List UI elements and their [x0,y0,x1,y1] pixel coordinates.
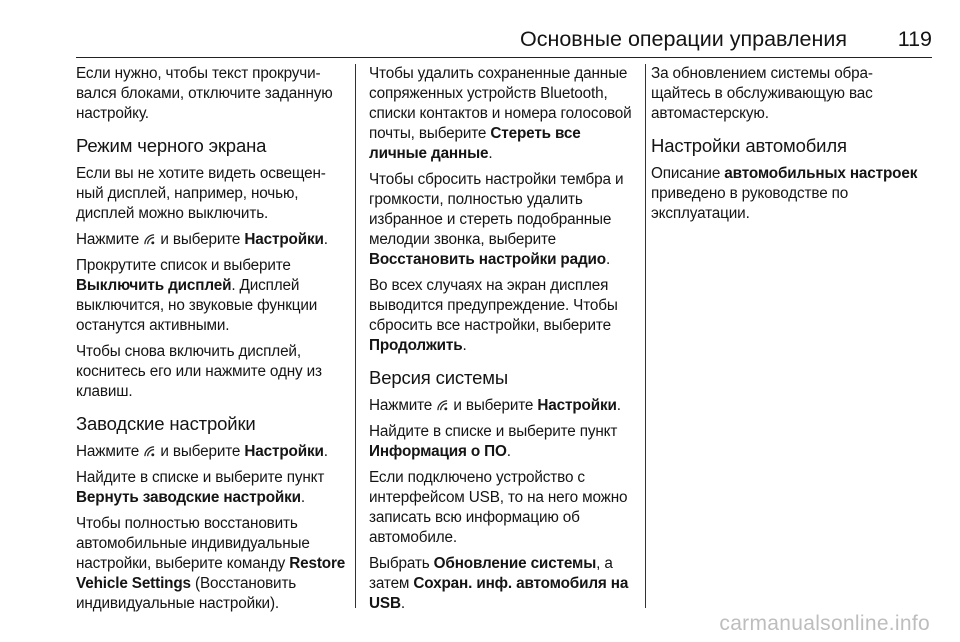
paragraph: Если вы не хотите видеть освещенный дисплей, например, ночью, дисплей можно выключить. [76,165,326,222]
home-menu-icon [437,400,448,411]
column-3 [651,64,923,230]
paragraph: Нажмите и выберите Настройки. [369,397,621,414]
menu-term: Стереть все личные данные [369,125,581,162]
menu-term: Продолжить [369,337,463,354]
paragraph: Если нужно, чтобы текст прокручивался блоками, отключите заданную настройку. [76,65,333,122]
column-divider-2 [645,64,646,608]
paragraph: Если подключено устройство с интерфейсом USB, то на него можно записать всю информацию об автомобиле. [369,469,628,546]
column-2 [369,64,641,620]
menu-term: Сохран. инф. автомобиля на USB [369,575,629,612]
paragraph: Прокрутите список и выберите Выключить дисплей. Дисплей выключится, но звуковые функции останутся активными. [76,257,318,334]
column-1 [76,64,348,620]
header-rule [76,57,932,58]
page-number: 119 [897,27,932,51]
paragraph: За обновлением системы обращайтесь в обслуживающую вас автомастерскую. [651,65,873,122]
paragraph: Описание автомобильных настроек приведено в руководстве по эксплуатации. [651,165,918,222]
paragraph: Нажмите и выберите Настройки. [76,443,328,460]
home-menu-icon [144,446,155,457]
menu-term: Настройки [537,397,617,414]
paragraph: Чтобы сбросить настройки тембра и громкости, полностью удалить избранное и стереть подобранные мелодии звонка, выберите Восстановить настройки радио. [369,171,624,268]
home-menu-icon [144,234,155,245]
menu-term: Информация о ПО [369,443,507,460]
watermark: carmanualsonline.info [719,612,930,635]
paragraph: Во всех случаях на экран дисплея выводится предупреждение. Чтобы сбросить все настройки, выберите Продолжить. [369,277,618,354]
paragraph: Найдите в списке и выберите пункт Вернуть заводские настройки. [76,469,325,506]
menu-term: Настройки [244,443,324,460]
menu-term: Вернуть заводские настройки [76,489,301,506]
paragraph: Чтобы снова включить дисплей, коснитесь его или нажмите одну из клавиш. [76,343,322,400]
paragraph: Чтобы полностью восстановить автомобильные индивидуальные настройки, выберите команду Restore Vehicle Settings (Восстановить индивидуальные настройки). [76,515,346,612]
section-heading-version: Версия системы [369,367,508,388]
menu-term: автомобильных настроек [724,165,918,182]
menu-term: Восстановить настройки радио [369,251,606,268]
paragraph: Чтобы удалить сохраненные данные сопряженных устройств Bluetooth, списки контактов и номера голосовой почты, выберите Стереть все личные данные. [369,65,632,162]
menu-term: Настройки [244,231,324,248]
section-heading-factory: Заводские настройки [76,413,256,434]
section-heading-vehicle-settings: Настройки автомобиля [651,135,847,156]
menu-term: Restore Vehicle Settings [76,555,346,592]
menu-term: Обновление системы [433,555,597,572]
page-header [76,26,932,58]
menu-term: Выключить дисплей [76,277,232,294]
column-divider-1 [355,64,356,608]
section-heading-black-screen: Режим черного экрана [76,135,267,156]
paragraph: Выбрать Обновление системы, а затем Сохран. инф. автомобиля на USB. [369,555,629,612]
paragraph: Нажмите и выберите Настройки. [76,231,328,248]
header-title: Основные операции управления [519,27,847,51]
paragraph: Найдите в списке и выберите пункт Информация о ПО. [369,423,618,460]
